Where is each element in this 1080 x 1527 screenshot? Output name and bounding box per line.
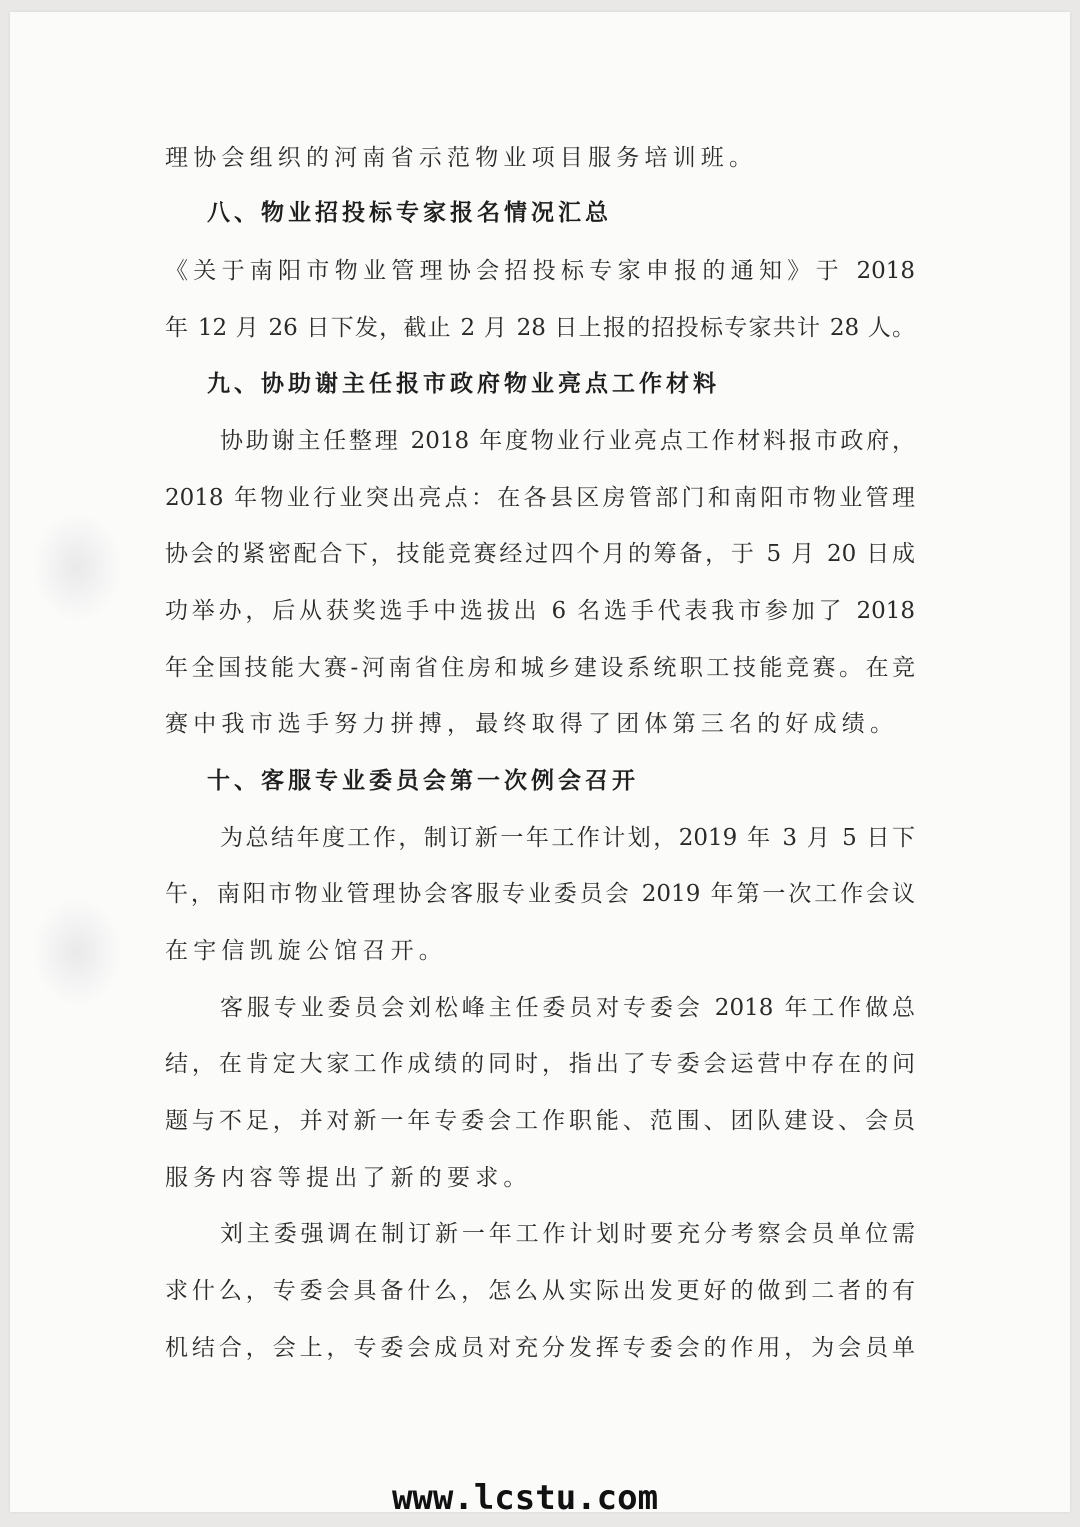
body-line: 为总结年度工作，制订新一年工作计划，2019 年 3 月 5 日下 (220, 825, 915, 851)
body-line: 午，南阳市物业管理协会客服专业委员会 2019 年第一次工作会议 (165, 881, 915, 907)
body-line: 协助谢主任整理 2018 年度物业行业亮点工作材料报市政府， (220, 428, 915, 454)
body-line: 客服专业委员会刘松峰主任委员对专委会 2018 年工作做总 (220, 995, 915, 1021)
body-line: 在宇信凯旋公馆召开。 (165, 938, 447, 964)
body-line: 协会的紧密配合下，技能竞赛经过四个月的筹备，于 5 月 20 日成 (165, 541, 915, 567)
document-body (165, 0, 915, 1527)
body-line: 求什么，专委会具备什么，怎么从实际出发更好的做到二者的有 (165, 1278, 915, 1304)
body-line: 理协会组织的河南省示范物业项目服务培训班。 (165, 145, 758, 171)
body-line: 《关于南阳市物业管理协会招投标专家申报的通知》于 2018 (165, 258, 915, 284)
body-line: 服务内容等提出了新的要求。 (165, 1165, 532, 1191)
section-heading-8: 八、物业招投标专家报名情况汇总 (207, 200, 612, 226)
body-line: 年 12 月 26 日下发，截止 2 月 28 日上报的招投标专家共计 28 人。 (165, 315, 915, 341)
watermark-text: www.lcstu.com (391, 1478, 659, 1518)
body-line: 结，在肯定大家工作成绩的同时，指出了专委会运营中存在的问 (165, 1051, 915, 1077)
body-line: 赛中我市选手努力拼搏，最终取得了团体第三名的好成绩。 (165, 711, 899, 737)
body-line: 年全国技能大赛-河南省住房和城乡建设系统职工技能竞赛。在竞 (165, 655, 915, 681)
site-watermark (0, 1478, 1080, 1518)
body-line: 2018 年物业行业突出亮点：在各县区房管部门和南阳市物业管理 (165, 485, 915, 511)
body-line: 功举办，后从获奖选手中选拔出 6 名选手代表我市参加了 2018 (165, 598, 915, 624)
section-heading-9: 九、协助谢主任报市政府物业亮点工作材料 (207, 371, 720, 397)
body-line: 题与不足，并对新一年专委会工作职能、范围、团队建设、会员 (165, 1108, 915, 1134)
body-line: 刘主委强调在制订新一年工作计划时要充分考察会员单位需 (220, 1221, 915, 1247)
scan-shadow (32, 897, 122, 1007)
section-heading-10: 十、客服专业委员会第一次例会召开 (207, 768, 639, 794)
scan-shadow (32, 512, 122, 622)
body-line: 机结合，会上，专委会成员对充分发挥专委会的作用，为会员单 (165, 1335, 915, 1361)
